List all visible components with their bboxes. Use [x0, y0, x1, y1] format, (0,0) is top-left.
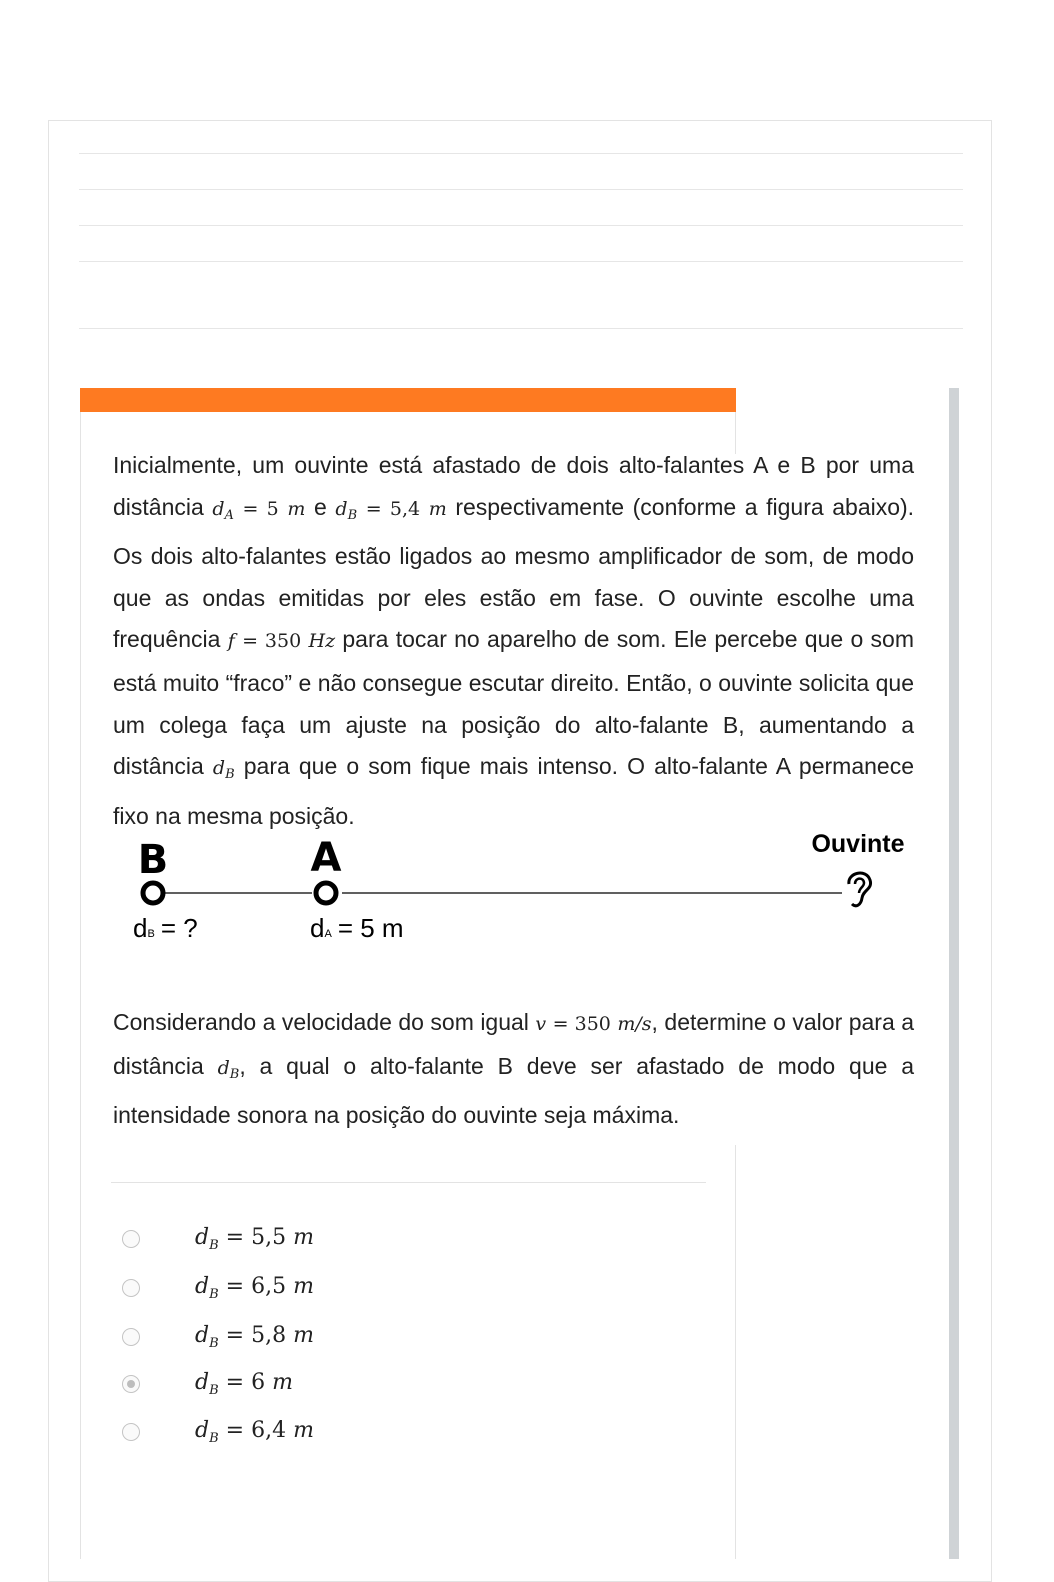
content-border	[735, 1145, 736, 1559]
answer-option[interactable]	[122, 1417, 314, 1447]
answer-option[interactable]	[122, 1273, 314, 1303]
divider	[79, 153, 963, 154]
divider	[79, 261, 963, 262]
speaker-a-icon	[316, 883, 336, 903]
option-label: $d_B = 5,8$ m	[195, 1323, 314, 1351]
option-label: $d_B = 5,5$ m	[195, 1225, 314, 1253]
question-text-1: Inicialmente, um ouvinte está afastado de dois alto-falantes A e B por uma distância $d_A = 5$ m e $d_B = 5,4$ m respectivamente (conforme a figura abaixo). Os dois alto-falantes estão ligados ao mesmo amplificador de som, de modo que as ondas emitidas por eles estão em fase. O ouvinte escolhe uma frequência f = 350 Hz para tocar no aparelho de som. Ele percebe que o som está muito “fraco” e não consegue escutar direito. Então, o ouvinte solicita que um colega faça um ajuste na posição do alto-falante B, aumentando a distância $d_B$ para que o som fique mais intenso. O alto-falante A permanece fixo na mesma posição.	[113, 452, 915, 829]
radio-button[interactable]	[122, 1279, 140, 1297]
content-border	[80, 412, 81, 1559]
divider	[79, 328, 963, 329]
divider	[79, 225, 963, 226]
option-label: $d_B = 6,5$ m	[195, 1274, 314, 1302]
scrollbar[interactable]	[949, 388, 959, 1559]
radio-button[interactable]	[122, 1230, 140, 1248]
db-caption: dB = ?	[133, 913, 198, 943]
speaker-a-label: A	[310, 835, 342, 881]
option-label: $d_B = 6$ m	[195, 1370, 293, 1398]
radio-button[interactable]	[122, 1328, 140, 1346]
option-label: $d_B = 6,4$ m	[195, 1418, 314, 1446]
options-separator	[111, 1182, 706, 1183]
question-header-bar	[80, 388, 736, 412]
listener-label: Ouvinte	[811, 830, 905, 858]
da-caption: dA = 5 m	[310, 913, 404, 943]
ear-icon	[849, 873, 871, 906]
answer-option[interactable]	[122, 1322, 314, 1352]
speaker-b-label: B	[137, 837, 169, 883]
question-text-2: Considerando a velocidade do som igual v = 350 m/s, determine o valor para a distância $d_B$, a qual o alto-falante B deve ser afastado de modo que a intensidade sonora na posição do ouvinte seja máxima.	[113, 1009, 915, 1129]
speaker-b-icon	[143, 883, 163, 903]
radio-button[interactable]	[122, 1375, 140, 1393]
radio-button[interactable]	[122, 1423, 140, 1441]
speaker-diagram	[120, 826, 920, 952]
answer-option[interactable]	[122, 1369, 293, 1399]
answer-option[interactable]	[122, 1224, 314, 1254]
divider	[79, 189, 963, 190]
